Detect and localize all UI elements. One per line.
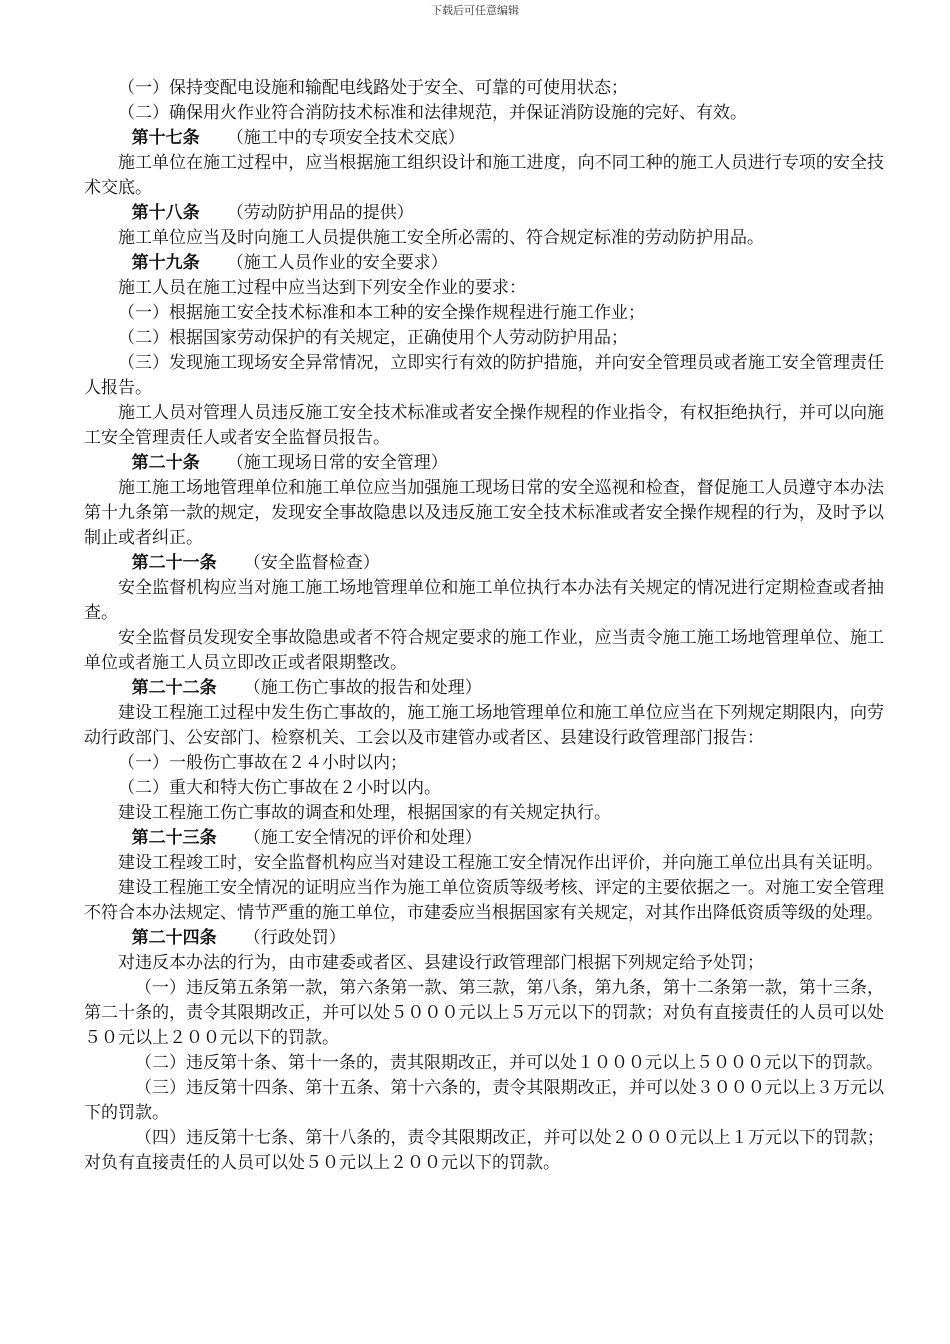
paragraph: （四）违反第十七条、第十八条的，责令其限期改正，并可以处２０００元以上１万元以下的罚款；对负有直接责任的人员可以处５０元以上２００元以下的罚款。 — [84, 1128, 884, 1173]
paragraph: 安全监督员发现安全事故隐患或者不符合规定要求的施工作业，应当责令施工施工场地管理单位、施工单位或者施工人员立即改正或者限期整改。 — [84, 628, 884, 673]
article-number: 第十七条 — [131, 128, 200, 148]
article-number: 第二十条 — [131, 453, 200, 473]
paragraph: 施工单位在施工过程中，应当根据施工组织设计和施工进度，向不同工种的施工人员进行专项的安全技术交底。 — [84, 153, 884, 198]
article-title: （施工现场日常的安全管理） — [226, 453, 448, 473]
paragraph: （一）保持变配电设施和输配电线路处于安全、可靠的可使用状态； — [118, 78, 628, 98]
article-number: 第十八条 — [131, 203, 200, 223]
paragraph: （一）违反第五条第一款，第六条第一款、第三款，第八条，第九条，第十二条第一款，第十三条，第二十条的，责令其限期改正，并可以处５０００元以上５万元以下的罚款；对负有直接责任的人员可以处５０元以上２００元以下的罚款。 — [84, 978, 884, 1048]
paragraph: 对违反本办法的行为，由市建委或者区、县建设行政管理部门根据下列规定给予处罚； — [118, 953, 764, 973]
paragraph: （三）发现施工现场安全异常情况，立即实行有效的防护措施，并向安全管理员或者施工安全管理责任人报告。 — [84, 353, 884, 398]
paragraph: 安全监督机构应当对施工施工场地管理单位和施工单位执行本办法有关规定的情况进行定期检查或者抽查。 — [84, 578, 884, 623]
article-title: （劳动防护用品的提供） — [226, 203, 414, 223]
article-heading — [84, 826, 884, 851]
article-heading — [84, 676, 884, 701]
paragraph: （一）一般伤亡事故在２４小时以内； — [118, 753, 407, 773]
paragraph: 建设工程施工过程中发生伤亡事故的，施工施工场地管理单位和施工单位应当在下列规定期限内，向劳动行政部门、公安部门、检察机关、工会以及市建管办或者区、县建设行政管理部门报告： — [84, 703, 884, 748]
paragraph: 施工人员对管理人员违反施工安全技术标准或者安全操作规程的作业指令，有权拒绝执行，并可以向施工安全管理责任人或者安全监督员报告。 — [84, 403, 884, 448]
paragraph: 建设工程施工安全情况的证明应当作为施工单位资质等级考核、评定的主要依据之一。对施工安全管理不符合本办法规定、情节严重的施工单位，市建委应当根据国家有关规定，对其作出降低资质等级的处理。 — [84, 878, 884, 923]
document-body — [84, 76, 884, 1176]
article-title: （行政处罚） — [243, 928, 346, 948]
paragraph: （二）违反第十条、第十一条的，责其限期改正，并可以处１０００元以上５０００元以下的罚款。 — [135, 1053, 883, 1073]
article-heading — [84, 926, 884, 951]
paragraph: 施工人员在施工过程中应当达到下列安全作业的要求： — [118, 278, 526, 298]
article-heading — [84, 251, 884, 276]
article-number: 第二十三条 — [131, 828, 217, 848]
article-heading — [84, 126, 884, 151]
article-number: 第十九条 — [131, 253, 200, 273]
article-title: （安全监督检查） — [243, 553, 380, 573]
paragraph: 建设工程竣工时，安全监督机构应当对建设工程施工安全情况作出评价，并向施工单位出具有关证明。 — [118, 853, 883, 873]
page-header: 下载后可任意编辑 — [431, 4, 519, 17]
article-title: （施工伤亡事故的报告和处理） — [243, 678, 482, 698]
paragraph: 施工单位应当及时向施工人员提供施工安全所必需的、符合规定标准的劳动防护用品。 — [118, 228, 764, 248]
paragraph: （三）违反第十四条、第十五条、第十六条的，责令其限期改正，并可以处３０００元以上３万元以下的罚款。 — [84, 1078, 884, 1123]
article-heading — [84, 551, 884, 576]
article-number: 第二十一条 — [131, 553, 217, 573]
paragraph: （二）确保用火作业符合消防技术标准和法律规范，并保证消防设施的完好、有效。 — [118, 103, 747, 123]
article-heading — [84, 451, 884, 476]
paragraph: （二）根据国家劳动保护的有关规定，正确使用个人劳动防护用品； — [118, 328, 628, 348]
article-title: （施工中的专项安全技术交底） — [226, 128, 465, 148]
article-number: 第二十四条 — [131, 928, 217, 948]
article-title: （施工人员作业的安全要求） — [226, 253, 448, 273]
article-heading — [84, 201, 884, 226]
paragraph: （二）重大和特大伤亡事故在２小时以内。 — [118, 778, 441, 798]
article-title: （施工安全情况的评价和处理） — [243, 828, 482, 848]
paragraph: （一）根据施工安全技术标准和本工种的安全操作规程进行施工作业； — [118, 303, 645, 323]
paragraph: 施工施工场地管理单位和施工单位应当加强施工现场日常的安全巡视和检查，督促施工人员遵守本办法第十九条第一款的规定，发现安全事故隐患以及违反施工安全技术标准或者安全操作规程的行为，及时予以制止或者纠正。 — [84, 478, 884, 548]
article-number: 第二十二条 — [131, 678, 217, 698]
paragraph: 建设工程施工伤亡事故的调查和处理，根据国家的有关规定执行。 — [118, 803, 611, 823]
